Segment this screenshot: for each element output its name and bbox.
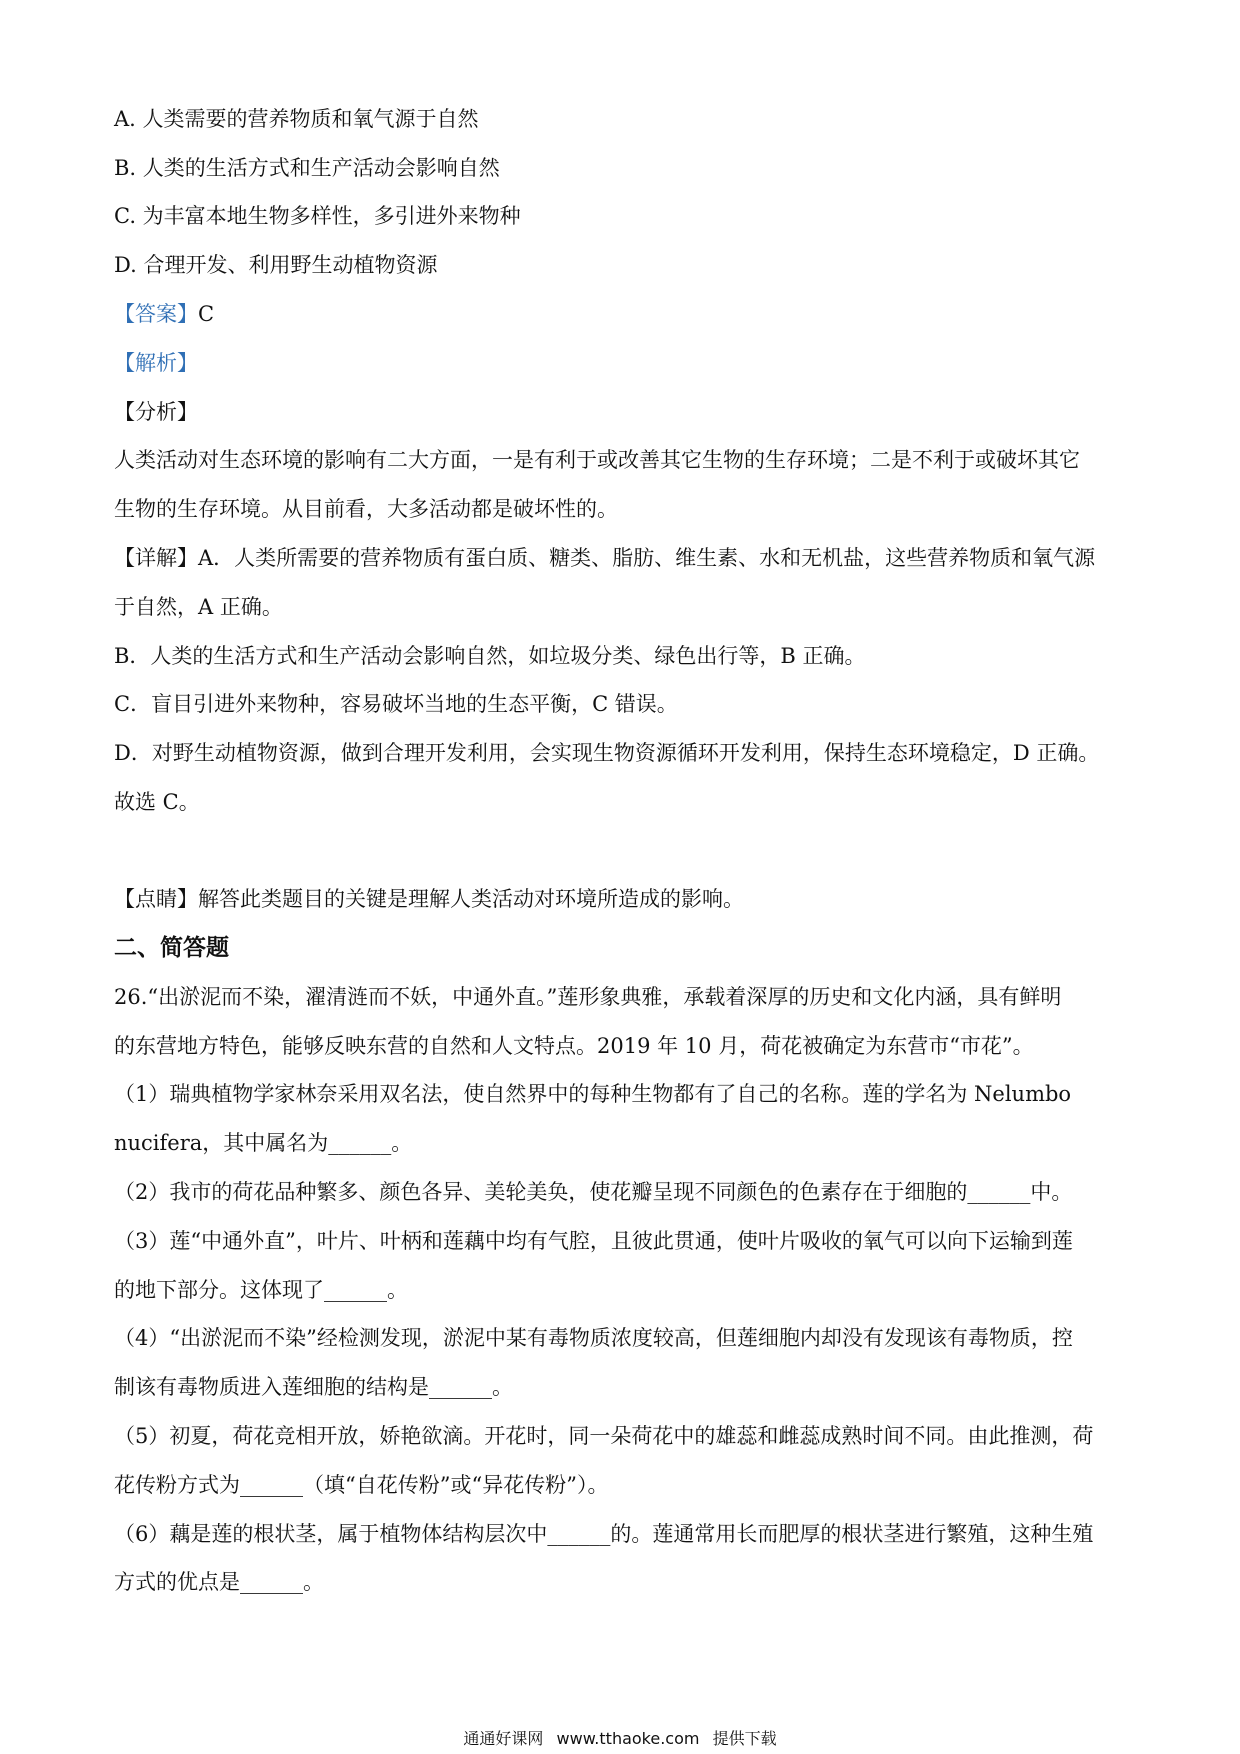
option-b: B. 人类的生活方式和生产活动会影响自然: [114, 156, 500, 180]
detail-line: B．人类的生活方式和生产活动会影响自然，如垃圾分类、绿色出行等，B 正确。: [114, 644, 866, 668]
question-line: （5）初夏，荷花竞相开放，娇艳欲滴。开花时，同一朵荷花中的雄蕊和雌蕊成熟时间不同。由此推测，荷: [114, 1424, 1094, 1448]
question-line: 制该有毒物质进入莲细胞的结构是______。: [114, 1375, 513, 1399]
section-heading: 二、简答题: [114, 934, 229, 961]
question-line: （2）我市的荷花品种繁多、颜色各异、美轮美奂，使花瓣呈现不同颜色的色素存在于细胞的______中。: [114, 1180, 1073, 1204]
page-footer: [0, 1728, 1240, 1750]
detail-line: 故选 C。: [114, 790, 200, 814]
detail-line: 于自然，A 正确。: [114, 595, 283, 619]
answer-value: C: [198, 302, 215, 326]
question-line: 花传粉方式为______（填“自花传粉”或“异花传粉”）。: [114, 1473, 609, 1497]
question-line: （4）“出淤泥而不染”经检测发现，淤泥中某有毒物质浓度较高，但莲细胞内却没有发现该有毒物质，控: [114, 1326, 1073, 1350]
question-line: 方式的优点是______。: [114, 1570, 324, 1594]
footer-note: 提供下载: [712, 1729, 777, 1748]
question-line: （6）藕是莲的根状茎，属于植物体结构层次中______的。莲通常用长而肥厚的根状茎进行繁殖，这种生殖: [114, 1522, 1094, 1546]
question-line: 的地下部分。这体现了______。: [114, 1278, 408, 1302]
fenxi-line: 人类活动对生态环境的影响有二大方面，一是有利于或改善其它生物的生存环境；二是不利于或破坏其它: [114, 448, 1080, 472]
question-line: （3）莲“中通外直”，叶片、叶柄和莲藕中均有气腔，且彼此贯通，使叶片吸收的氧气可以向下运输到莲: [114, 1229, 1073, 1253]
detail-line: C．盲目引进外来物种，容易破坏当地的生态平衡，C 错误。: [114, 692, 678, 716]
question-line: 的东营地方特色，能够反映东营的自然和人文特点。2019 年 10 月，荷花被确定为东营市“市花”。: [114, 1034, 1034, 1058]
option-c: C. 为丰富本地生物多样性，多引进外来物种: [114, 204, 521, 228]
footer-url[interactable]: www.tthaoke.com: [556, 1729, 700, 1748]
analysis-label: 【解析】: [114, 351, 198, 375]
option-d: D. 合理开发、利用野生动植物资源: [114, 253, 438, 277]
question-line: nucifera，其中属名为______。: [114, 1131, 413, 1155]
answer-label: 【答案】: [114, 302, 198, 326]
detail-line: 【详解】A．人类所需要的营养物质有蛋白质、糖类、脂肪、维生素、水和无机盐，这些营养物质和氧气源: [114, 546, 1096, 570]
question-line: 26.“出淤泥而不染，濯清涟而不妖，中通外直。”莲形象典雅，承载着深厚的历史和文化内涵，具有鲜明: [114, 985, 1062, 1009]
fenxi-label: 【分析】: [114, 400, 198, 424]
dianjing-line: 【点睛】解答此类题目的关键是理解人类活动对环境所造成的影响。: [114, 887, 744, 911]
answer-line: [114, 299, 1134, 329]
fenxi-line: 生物的生存环境。从目前看，大多活动都是破坏性的。: [114, 497, 618, 521]
question-line: （1）瑞典植物学家林奈采用双名法，使自然界中的每种生物都有了自己的名称。莲的学名为 Nelumbo: [114, 1082, 1072, 1106]
footer-site: 通通好课网: [463, 1729, 544, 1748]
option-a: A. 人类需要的营养物质和氧气源于自然: [114, 107, 479, 131]
detail-line: D．对野生动植物资源，做到合理开发利用，会实现生物资源循环开发利用，保持生态环境稳定，D 正确。: [114, 741, 1100, 765]
